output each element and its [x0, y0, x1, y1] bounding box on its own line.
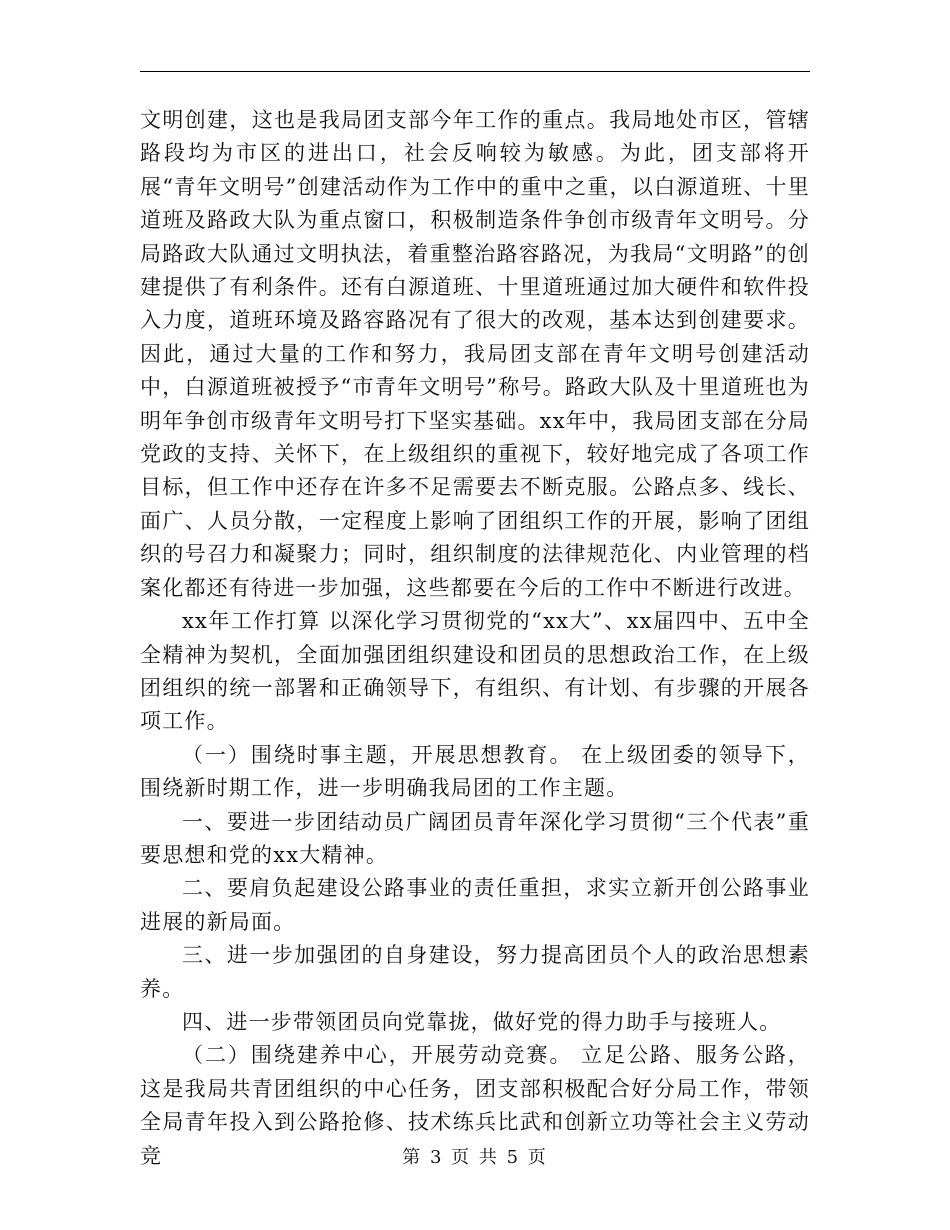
page-number-footer: 第 3 页 共 5 页 — [402, 1147, 548, 1168]
paragraph-4: 一、要进一步团结动员广阔团员青年深化学习贯彻“三个代表”重要思想和党的xx大精神。 — [140, 809, 810, 867]
paragraph-8: （二）围绕建养中心，开展劳动竞赛。 立足公路、服务公路，这是我局共青团组织的中心任务，团支部积极配合好分局工作，带领全局青年投入到公路抢修、技术练兵比武和创新立功等社会主义劳动竞 — [140, 1043, 810, 1168]
paragraph-1: 文明创建，这也是我局团支部今年工作的重点。我局地处市区，管辖路段均为市区的进出口，社会反响较为敏感。为此，团支部将开展“青年文明号”创建活动作为工作中的重中之重，以白源道班、十里道班及路政大队为重点窗口，积极制造条件争创市级青年文明号。分局路政大队通过文明执法，着重整治路容路况，为我局“文明路”的创建提供了有利条件。还有白源道班、十里道班通过加大硬件和软件投入力度，道班环境及路容路况有了很大的改观，基本达到创建要求。因此，通过大量的工作和努力，我局团支部在青年文明号创建活动中，白源道班被授予“市青年文明号”称号。路政大队及十里道班也为明年争创市级青年文明号打下坚实基础。xx年中，我局团支部在分局党政的支持、关怀下，在上级组织的重视下，较好地完成了各项工作目标，但工作中还存在许多不足需要去不断克服。公路点多、线长、面广、人员分散，一定程度上影响了团组织工作的开展，影响了团组织的号召力和凝聚力；同时，组织制度的法律规范化、内业管理的档案化都还有待进一步加强，这些都要在今后的工作中不断进行改进。 — [140, 108, 810, 600]
paragraph-2: xx年工作打算 以深化学习贯彻党的“xx大”、xx届四中、五中全全精神为契机，全面加强团组织建设和团员的思想政治工作，在上级团组织的统一部署和正确领导下，有组织、有计划、有步骤的开展各项工作。 — [140, 609, 810, 734]
paragraph-3: （一）围绕时事主题，开展思想教育。 在上级团委的领导下，围绕新时期工作，进一步明确我局团的工作主题。 — [140, 742, 810, 801]
document-body — [140, 104, 810, 1173]
paragraph-6: 三、进一步加强团的自身建设，努力提高团员个人的政治思想素养。 — [140, 943, 810, 1001]
paragraph-5: 二、要肩负起建设公路事业的责任重担，求实立新开创公路事业进展的新局面。 — [140, 876, 810, 934]
header-rule — [140, 71, 810, 72]
paragraph-7: 四、进一步带领团员向党靠拢，做好党的得力助手与接班人。 — [182, 1009, 782, 1034]
